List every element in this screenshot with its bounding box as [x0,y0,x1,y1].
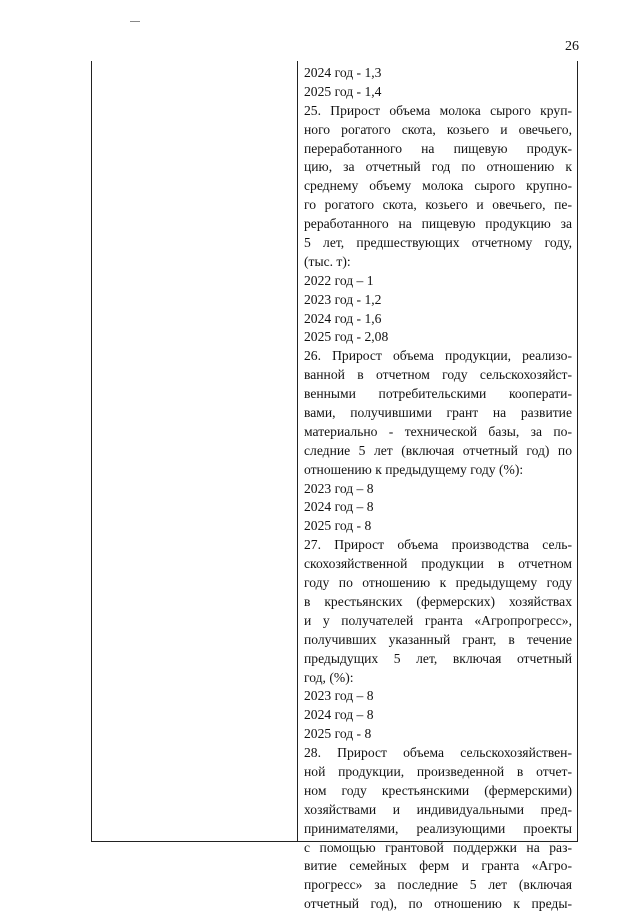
text-line: 2023 год – 8 [304,480,374,496]
text-line: 2025 год - 1,4 [304,83,382,99]
text-line: 2025 год - 2,08 [304,329,389,345]
text-line: с помощью грантовой поддержки на раз- [304,839,572,855]
text-line: ного рогатого скота, козьего и овечьего, [304,121,572,137]
scan-mark [130,21,140,22]
text-line: материально - технической базы, за по- [304,423,572,439]
right-column-cell [304,64,572,914]
column-divider [297,61,298,841]
text-line: 27. Прирост объема производства сель- [304,537,572,553]
text-line: году по отношению к предыдущему году [304,575,572,591]
text-line: реработанного на пищевую продукцию за [304,216,572,232]
text-line: отчетный год), по отношению к преды- [304,896,572,912]
text-line: в крестьянских (фермерских) хозяйствах [304,593,572,609]
text-line: хозяйствами и индивидуальными пред- [304,801,572,817]
text-line: 2024 год – 8 [304,707,374,723]
text-line: 2024 год - 1,6 [304,310,382,326]
text-line: 2023 год - 1,2 [304,291,382,307]
document-table [91,61,578,912]
text-line: ванной в отчетном году сельскохозяйст- [304,367,572,383]
text-line: 2024 год – 8 [304,499,374,515]
text-line: 2024 год - 1,3 [304,65,382,80]
text-line: переработанного на пищевую продук- [304,140,572,156]
text-line: и у получателей гранта «Агропрогресс», [304,612,572,628]
text-line: го рогатого скота, козьего и овечьего, пе- [304,197,572,213]
text-line: 2025 год - 8 [304,518,372,534]
text-line: ном году крестьянскими (фермерскими) [304,782,572,798]
text-line: 28. Прирост объема сельскохозяйствен- [304,745,572,761]
text-line: ной продукции, произведенной в отчет- [304,763,572,779]
text-line: (тыс. т): [304,253,351,269]
text-line: 2025 год - 8 [304,726,372,742]
text-line: среднему объему молока сырого крупно- [304,178,572,194]
text-line: 25. Прирост объема молока сырого круп- [304,102,572,118]
text-line: 26. Прирост объема продукции, реализо- [304,348,572,364]
text-line: следние 5 лет (включая отчетный год) по [304,442,572,458]
page-number: 26 [565,39,579,54]
text-line: 2022 год – 1 [304,272,374,288]
text-line: цию, за отчетный год по отношению к [304,159,572,175]
text-line: получивших указанный грант, в течение [304,631,572,647]
text-line: отношению к предыдущему году (%): [304,461,524,477]
text-line: год, (%): [304,669,354,685]
text-line: венными потребительскими кооперати- [304,386,572,402]
text-line: 5 лет, предшествующих отчетному году, [304,235,572,251]
text-line: скохозяйственной продукции в отчетном [304,556,572,572]
text-line: предыдущих 5 лет, включая отчетный [304,650,572,666]
text-line: 2023 год – 8 [304,688,374,704]
text-line: вами, получившими грант на развитие [304,405,572,421]
text-line: принимателями, реализующими проекты [304,820,572,836]
text-line: прогресс» за последние 5 лет (включая [304,877,572,893]
text-line: витие семейных ферм и гранта «Агро- [304,858,572,874]
